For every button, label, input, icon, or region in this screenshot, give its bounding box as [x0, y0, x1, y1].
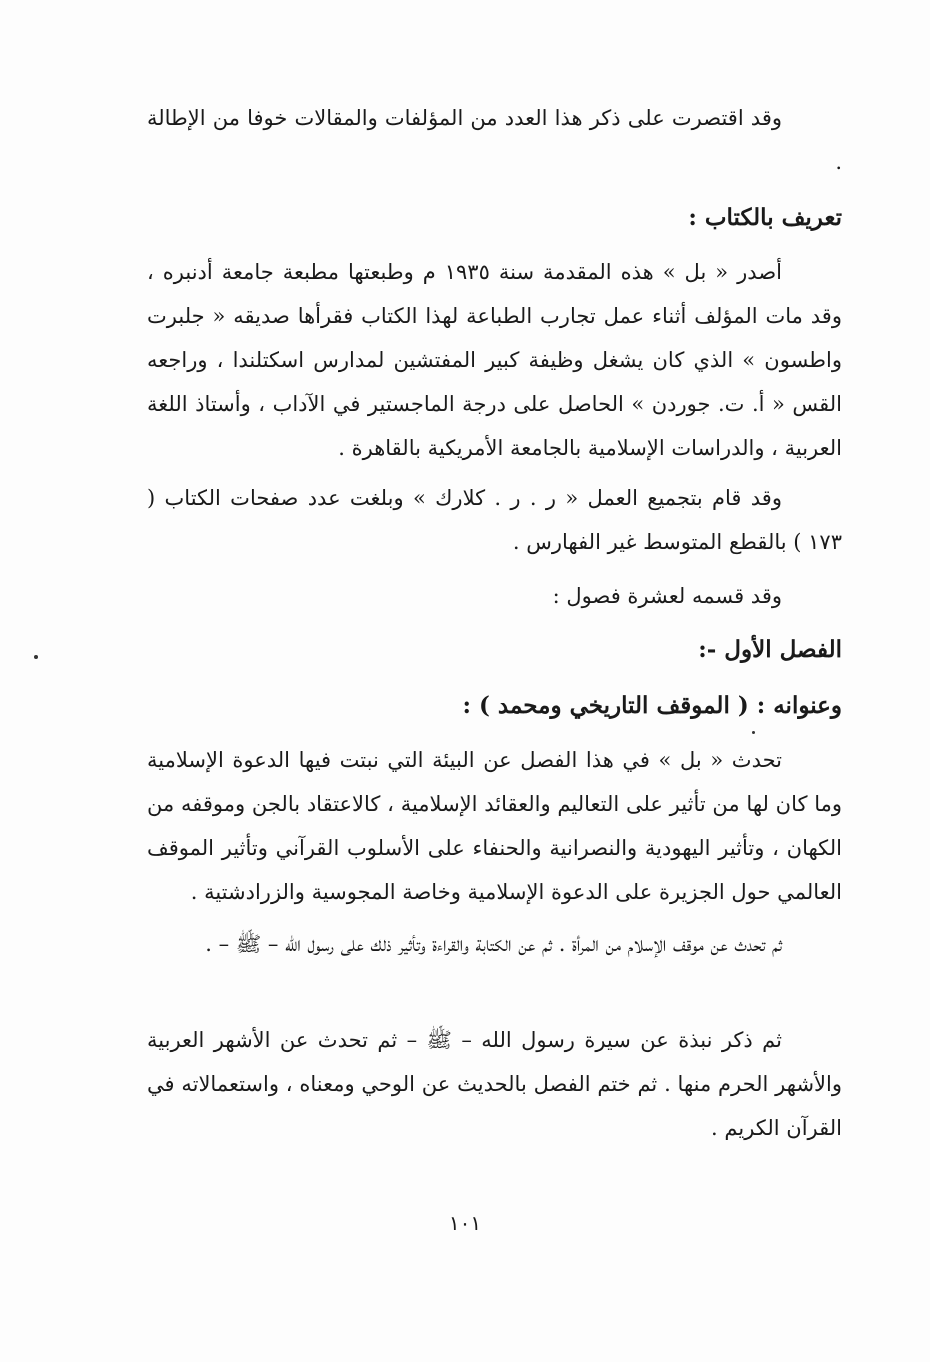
page-number: ١٠١ — [448, 1211, 482, 1235]
paragraph-chapters-count: وقد قسمه لعشرة فصول : — [552, 584, 782, 608]
scan-speck — [752, 731, 755, 734]
scan-speck — [34, 655, 38, 659]
paragraph-book-compilation: وقد قام بتجميع العمل « ر . ر . كلارك » وبلغت عدد صفحات الكتاب ( ١٧٣ ) بالقطع المتوسط غير الفهارس . — [147, 486, 842, 554]
paragraph-chapter-summary: تحدث « بل » في هذا الفصل عن البيئة التي نبتت فيها الدعوة الإسلامية وما كان لها من تأثير على التعاليم والعقائد الإسلامية ، كالاعتقاد بالجن وموقفه من الكهان ، وتأثير اليهودية والنصرانية والحنفاء على الأسلوب القرآني وتأثير الموقف العالمي حول الجزيرة على الدعوة الإسلامية وخاصة المجوسية والزرادشتية . — [147, 748, 842, 904]
paragraph-women-writing: ثم تحدث عن موقف الإسلام من المرأة . ثم عن الكتابة والقراءة وتأثير ذلك على رسول الله – ﷺ – . — [205, 932, 782, 956]
paragraph-intro-limit: وقد اقتصرت على ذكر هذا العدد من المؤلفات والمقالات خوفا من الإطالة . — [147, 106, 842, 174]
heading-book-introduction: تعريف بالكتاب : — [688, 204, 842, 231]
paragraph-book-publication: أصدر « بل » هذه المقدمة سنة ١٩٣٥ م وطبعتها مطبعة جامعة أدنبره ، وقد مات المؤلف أثناء عمل تجارب الطباعة لهذا الكتاب فقرأها صديقه « جلبرت واطسون » الذي كان يشغل وظيفة كبير المفتشين لمدارس اسكتلندا ، وراجعه القس « أ. ت. جوردن » الحاصل على درجة الماجستير في الآداب ، وأستاذ اللغة العربية ، والدراسات الإسلامية بالجامعة الأمريكية بالقاهرة . — [147, 260, 842, 460]
heading-first-chapter: الفصل الأول -: — [698, 636, 842, 663]
heading-chapter-title: وعنوانه : ( الموقف التاريخي ومحمد ) : — [462, 692, 842, 719]
paragraph-prophet-biography: ثم ذكر نبذة عن سيرة رسول الله – ﷺ – ثم تحدث عن الأشهر العربية والأشهر الحرم منها . ثم ختم الفصل بالحديث عن الوحي ومعناه ، واستعمالاته في القرآن الكريم . — [147, 1028, 842, 1140]
